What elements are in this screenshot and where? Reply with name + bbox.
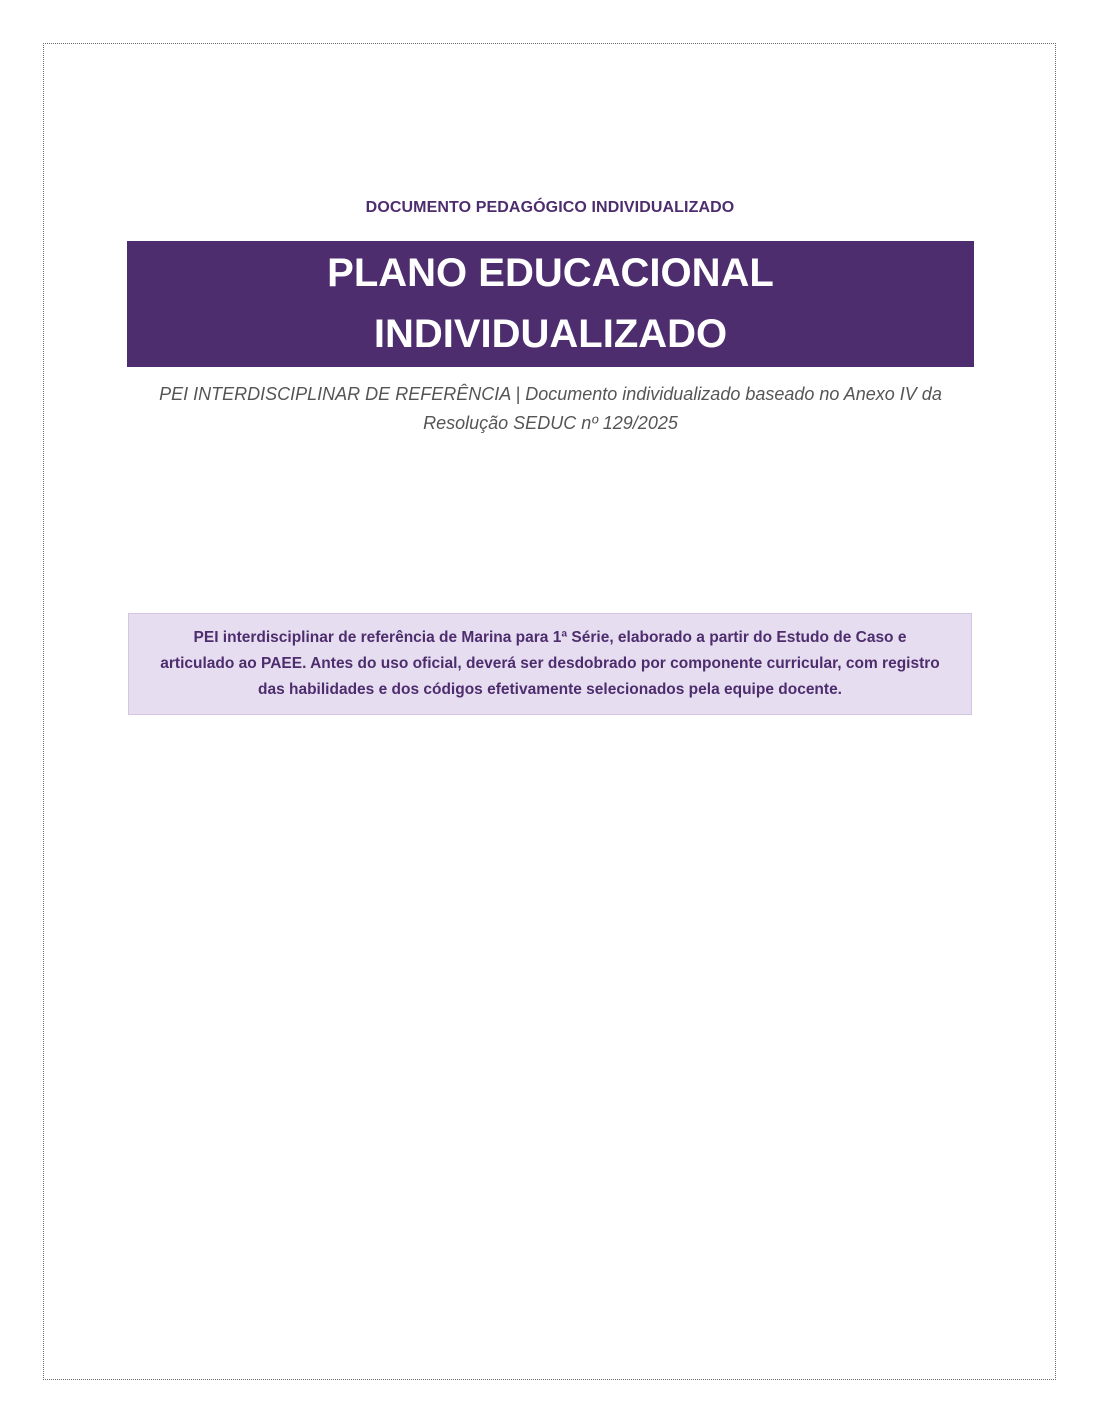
document-overline: DOCUMENTO PEDAGÓGICO INDIVIDUALIZADO: [365, 199, 735, 216]
note-text: PEI interdisciplinar de referência de Marina para 1ª Série, elaborado a partir do Estudo de Caso e articulado ao PAEE. Antes do uso oficial, deverá ser desdobrado por componente curricular, com registro das habilidades e dos códigos efetivamente selecionados pela equipe docente.: [160, 629, 940, 698]
title-banner: [127, 241, 974, 367]
page-title: PLANO EDUCACIONAL INDIVIDUALIZADO: [327, 251, 774, 356]
note-box: [128, 613, 972, 715]
document-subtitle: PEI INTERDISCIPLINAR DE REFERÊNCIA | Documento individualizado baseado no Anexo IV da Resolução SEDUC nº 129/2025: [159, 384, 942, 433]
